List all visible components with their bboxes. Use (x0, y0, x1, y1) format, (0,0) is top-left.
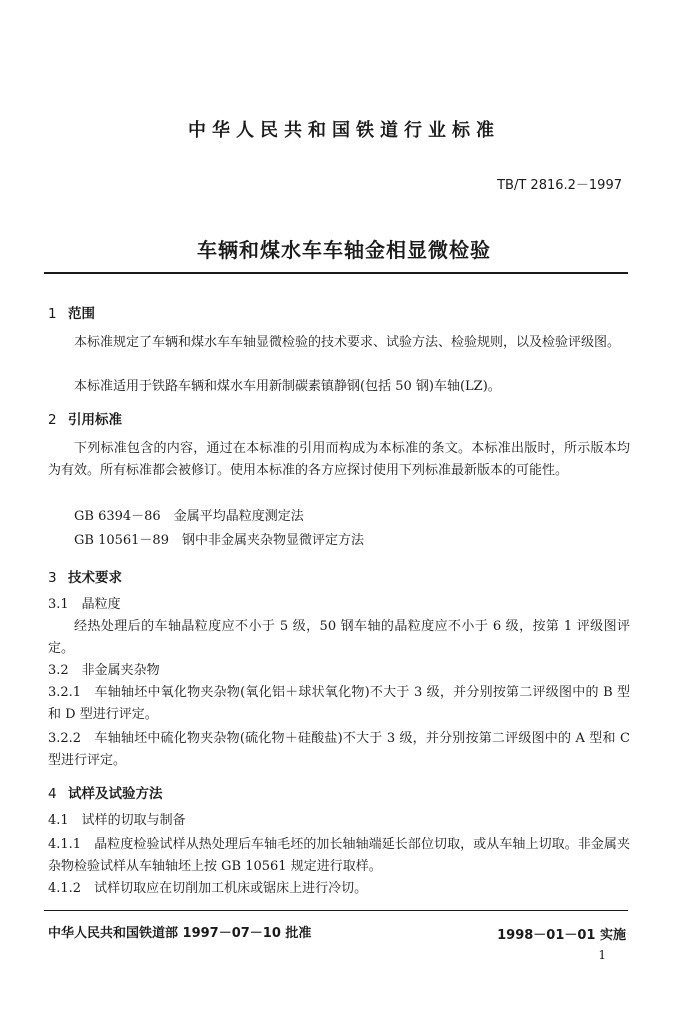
clause-3-1-heading: 3.1 晶粒度 (48, 597, 121, 612)
document-title: 车辆和煤水车车轴金相显微检验 (197, 238, 491, 262)
page-number: 1 (598, 948, 606, 962)
section-4-heading (48, 782, 163, 802)
clause-3-2-2-paragraph: 3.2.2 车轴轴坯中硫化物夹杂物(硫化物＋硅酸盐)不大于 3 级，并分别按第二评级图中的 A 型和 C 型进行评定。 (48, 731, 630, 768)
reference-gb10561: GB 10561－89 钢中非金属夹杂物显微评定方法 (74, 533, 364, 548)
effective-date: 1998－01－01 实施 (497, 928, 626, 943)
section-3-number: 3 (48, 570, 57, 586)
section-2-heading (48, 408, 122, 428)
section-1-heading (48, 302, 95, 322)
section-1-paragraph-1: 本标准规定了车辆和煤水车车轴显微检验的技术要求、试验方法、检验规则，以及检验评级图。 (74, 335, 621, 350)
section-1-number: 1 (48, 306, 57, 322)
section-1-paragraph-2: 本标准适用于铁路车辆和煤水车用新制碳素镇静钢(包括 50 钢)车轴(LZ)。 (74, 379, 501, 394)
approval-line: 中华人民共和国铁道部 1997－07－10 批准 (48, 926, 312, 941)
footer-rule (44, 910, 628, 911)
clause-3-2-1-paragraph: 3.2.1 车轴轴坯中氧化物夹杂物(氧化铝＋球状氧化物)不大于 3 级，并分别按第二评级图中的 B 型和 D 型进行评定。 (48, 685, 630, 722)
clause-4-1-heading: 4.1 试样的切取与制备 (48, 813, 186, 828)
clause-4-1-2-paragraph: 4.1.2 试样切取应在切削加工机床或锯床上进行冷切。 (48, 881, 368, 896)
section-2-paragraph-1: 下列标准包含的内容，通过在本标准的引用而构成为本标准的条文。本标准出版时，所示版本均为有效。所有标准都会被修订。使用本标准的各方应探讨使用下列标准最新版本的可能性。 (48, 441, 630, 478)
org-title: 中华人民共和国铁道行业标准 (188, 120, 500, 141)
section-2-number: 2 (48, 412, 57, 428)
section-3-title: 技术要求 (68, 570, 122, 586)
section-4-number: 4 (48, 786, 57, 802)
section-4-title: 试样及试验方法 (68, 786, 163, 802)
title-rule (44, 272, 628, 274)
section-1-title: 范围 (68, 306, 95, 322)
clause-4-1-1-paragraph: 4.1.1 晶粒度检验试样从热处理后车轴毛坯的加长轴轴端延长部位切取，或从车轴上切取。非金属夹杂物检验试样从车轴轴坯上按 GB 10561 规定进行取样。 (48, 837, 630, 874)
section-3-heading (48, 566, 122, 586)
section-2-title: 引用标准 (68, 412, 122, 428)
reference-gb6394: GB 6394－86 金属平均晶粒度测定法 (74, 509, 304, 524)
standard-number: TB/T 2816.2－1997 (497, 178, 622, 193)
clause-3-2-heading: 3.2 非金属夹杂物 (48, 663, 160, 678)
clause-3-1-paragraph: 经热处理后的车轴晶粒度应不小于 5 级，50 钢车轴的晶粒度应不小于 6 级，按第 1 评级图评定。 (48, 619, 630, 656)
